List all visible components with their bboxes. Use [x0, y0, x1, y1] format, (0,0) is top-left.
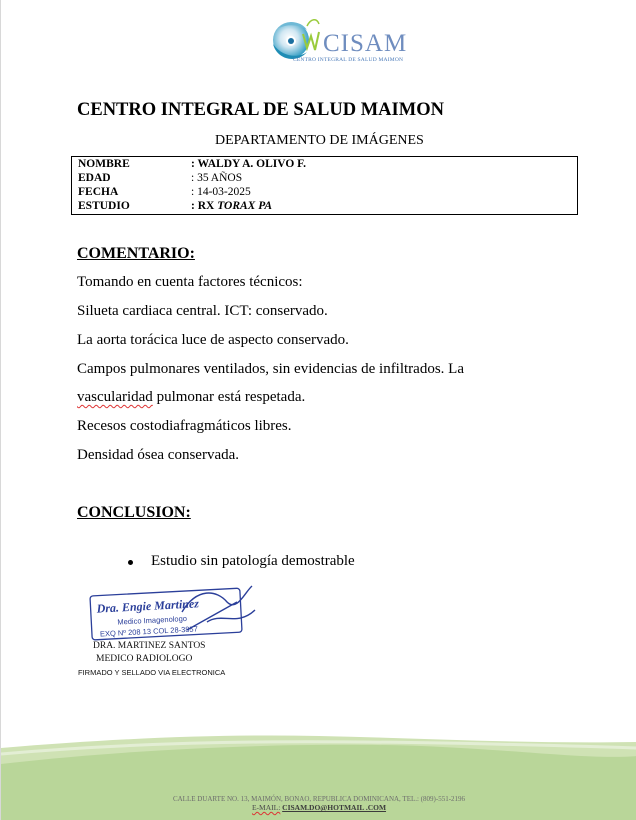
signer-name: DRA. MARTINEZ SANTOS	[93, 641, 206, 651]
comment-line-5	[77, 389, 305, 406]
study-prefix: : RX	[191, 200, 218, 212]
conclusion-item-text: Estudio sin patología demostrable	[151, 553, 355, 569]
age-value: : 35 AÑOS	[191, 172, 243, 184]
study-label: ESTUDIO	[78, 200, 130, 212]
spellcheck-word: vascularidad	[77, 389, 153, 405]
comment-line-7: Densidad ósea conservada.	[77, 447, 240, 463]
comment-line-2: Silueta cardiaca central. ICT: conservado.	[77, 303, 328, 319]
comment-heading: COMENTARIO:	[77, 245, 195, 262]
email-label: E-MAIL:	[251, 803, 281, 812]
study-value: TORAX PA	[217, 200, 273, 212]
stamp-exq: EXQ Nº 208 13 COL 28-3857	[99, 624, 198, 639]
comment-line-6: Recesos costodiafragmáticos libres.	[77, 418, 292, 434]
study-value-wrap	[191, 200, 272, 213]
bullet-icon	[128, 560, 133, 565]
name-value: : WALDY A. OLIVO F.	[191, 158, 307, 170]
comment-line-1: Tomando en cuenta factores técnicos:	[77, 274, 303, 290]
name-label: NOMBRE	[78, 158, 130, 170]
signature-note: FIRMADO Y SELLADO VIA ELECTRONICA	[78, 668, 226, 677]
date-label: FECHA	[78, 186, 119, 198]
document-title: CENTRO INTEGRAL DE SALUD MAIMON	[77, 100, 444, 120]
signature-stamp-icon	[87, 582, 262, 642]
stamp-name: Dra. Engie Martinez	[96, 596, 200, 616]
logo-text: CISAM	[323, 30, 408, 57]
footer-email-row	[1, 803, 636, 812]
comment-line-4: Campos pulmonares ventilados, sin evidencias de infiltrados. La	[77, 361, 464, 377]
logo-subtitle: CENTRO INTEGRAL DE SALUD MAIMON	[293, 57, 404, 63]
comment-line-5-rest: pulmonar está respetada.	[152, 389, 306, 405]
comment-line-3: La aorta torácica luce de aspecto conservado.	[77, 332, 349, 348]
signer-title: MEDICO RADIOLOGO	[96, 654, 193, 664]
footer-address: CALLE DUARTE NO. 13, MAIMÓN, BONAO, REPUBLICA DOMINICANA, TEL.: (809)-551-2196	[172, 795, 466, 803]
patient-info-box	[71, 156, 578, 215]
conclusion-heading: CONCLUSION:	[77, 504, 191, 521]
date-value: : 14-03-2025	[191, 186, 251, 198]
department-label: DEPARTAMENTO DE IMÁGENES	[215, 133, 424, 148]
stamp-role: Medico Imagenologo	[117, 613, 188, 627]
age-label: EDAD	[78, 172, 111, 184]
email-link[interactable]: CISAM.DO@HOTMAIL .COM	[282, 803, 387, 812]
